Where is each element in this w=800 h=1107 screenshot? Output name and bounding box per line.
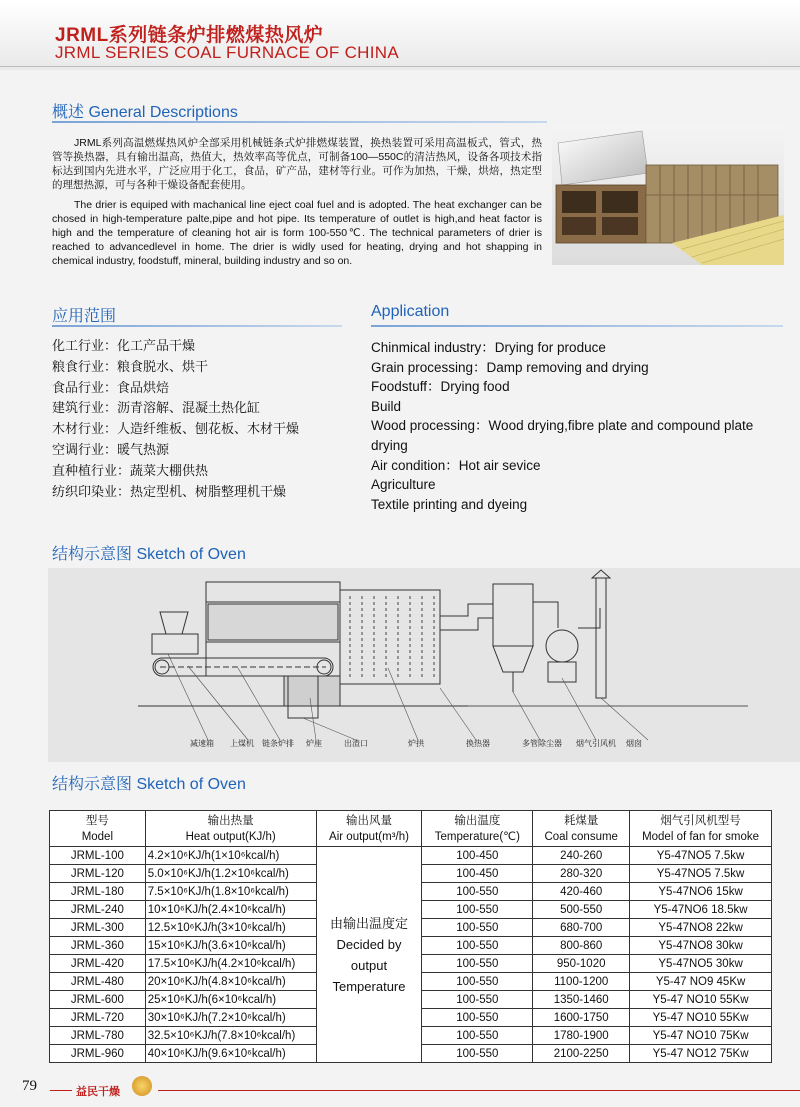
table-header-row	[50, 811, 772, 847]
cell-coal-consume: 1780-1900	[533, 1027, 630, 1045]
cell-heat-output: 32.5×10⁶KJ/h(7.8×10⁶kcal/h)	[145, 1027, 316, 1045]
application-item-cn: 化工行业：化工产品干燥	[52, 338, 196, 353]
air-output-note-line: Temperature	[332, 978, 406, 994]
sketch-label: 链条炉排	[262, 739, 294, 748]
table-body	[50, 847, 772, 1063]
column-header-heat-output: 输出热量 Heat output(KJ/h)	[145, 811, 316, 847]
furnace-photo	[552, 125, 784, 265]
general-rule	[52, 121, 547, 123]
cell-heat-output: 5.0×10⁶KJ/h(1.2×10⁶kcal/h)	[145, 865, 316, 883]
application-item-en: Build	[371, 398, 402, 414]
cell-fan-model: Y5-47NO5 7.5kw	[630, 865, 772, 883]
cell-temperature: 100-450	[422, 847, 533, 865]
column-header-fan-model: 烟气引风机型号 Model of fan for smoke	[630, 811, 772, 847]
air-output-note-line: Decided by	[336, 936, 402, 952]
cell-fan-model: Y5-47NO8 22kw	[630, 919, 772, 937]
cell-coal-consume: 1600-1750	[533, 1009, 630, 1027]
cell-heat-output: 17.5×10⁶KJ/h(4.2×10⁶kcal/h)	[145, 955, 316, 973]
cell-heat-output: 30×10⁶KJ/h(7.2×10⁶kcal/h)	[145, 1009, 316, 1027]
cell-temperature: 100-550	[422, 883, 533, 901]
cell-model: JRML-780	[50, 1027, 146, 1045]
cell-model: JRML-120	[50, 865, 146, 883]
cell-temperature: 100-550	[422, 937, 533, 955]
cell-temperature: 100-550	[422, 919, 533, 937]
sketch-label: 炉拱	[408, 739, 424, 748]
application-item-en: Foodstuff：Drying food	[371, 379, 510, 395]
application-item-cn: 木材行业：人造纤维板、刨花板、木材干燥	[52, 421, 300, 437]
page-title-en: JRML SERIES COAL FURNACE OF CHINA	[55, 43, 399, 62]
sketch-label: 减速箱	[190, 739, 214, 748]
spec-table	[49, 810, 772, 1063]
cell-fan-model: Y5-47NO5 30kw	[630, 955, 772, 973]
cell-air-output-note	[316, 847, 422, 1063]
cell-heat-output: 40×10⁶KJ/h(9.6×10⁶kcal/h)	[145, 1045, 316, 1063]
application-item-cn: 直种植行业：蔬菜大棚供热	[52, 462, 209, 478]
cell-model: JRML-180	[50, 883, 146, 901]
general-text-cn: JRML系列高温燃煤热风炉全部采用机械链条式炉排燃煤装置，换热装置可采用高温板式，管式，热管等换热器，具有输出温高，热值大，热效率高等优点，可制备100—550C的清洁热风，设备各项技术指标达到国内先进水平，广泛应用于化工，食品，矿产品，建材等行业。可作为加热，干燥，烘焙，热定型的理想热源，可与各种干燥设备配套使用。	[52, 137, 542, 191]
column-header-model: 型号 Model	[50, 811, 146, 847]
cell-fan-model: Y5-47NO6 18.5kw	[630, 901, 772, 919]
application-item-cn: 空调行业：暖气热源	[52, 441, 170, 457]
cell-coal-consume: 240-260	[533, 847, 630, 865]
oven-sketch-drawing	[48, 568, 800, 762]
cell-coal-consume: 280-320	[533, 865, 630, 883]
application-rule-cn	[52, 325, 342, 327]
cell-temperature: 100-550	[422, 955, 533, 973]
application-rule-en	[371, 325, 783, 327]
cell-fan-model: Y5-47 NO9 45Kw	[630, 973, 772, 991]
application-item-cn: 建筑行业：沥青溶解、混凝土热化缸	[52, 400, 261, 416]
sketch-label: 换热器	[466, 739, 490, 748]
application-item-en: Grain processing：Damp removing and drying	[371, 359, 649, 375]
sketch-heading: 结构示意图 Sketch of Oven	[52, 546, 246, 563]
header-divider	[0, 66, 800, 67]
sketch-label: 出渣口	[344, 739, 368, 748]
application-item-en: Air condition：Hot air sevice	[371, 457, 541, 473]
sketch-label: 炉座	[306, 739, 322, 748]
cell-model: JRML-300	[50, 919, 146, 937]
application-list-en	[371, 338, 791, 514]
cell-model: JRML-600	[50, 991, 146, 1009]
cell-coal-consume: 680-700	[533, 919, 630, 937]
cell-heat-output: 25×10⁶KJ/h(6×10⁶kcal/h)	[145, 991, 316, 1009]
cell-heat-output: 7.5×10⁶KJ/h(1.8×10⁶kcal/h)	[145, 883, 316, 901]
table-heading: 结构示意图 Sketch of Oven	[52, 776, 246, 793]
cell-fan-model: Y5-47NO6 15kw	[630, 883, 772, 901]
cell-model: JRML-240	[50, 901, 146, 919]
column-header-air-output: 输出风量 Air output(m³/h)	[316, 811, 422, 847]
air-output-note-line: output	[350, 957, 388, 973]
application-heading-cn: 应用范围	[52, 308, 117, 325]
cell-heat-output: 10×10⁶KJ/h(2.4×10⁶kcal/h)	[145, 901, 316, 919]
general-heading: 概述 General Descriptions	[52, 104, 238, 121]
column-header-coal-consume: 耗煤量 Coal consume	[533, 811, 630, 847]
footer-rule-left	[50, 1090, 72, 1091]
cell-heat-output: 15×10⁶KJ/h(3.6×10⁶kcal/h)	[145, 937, 316, 955]
cell-model: JRML-720	[50, 1009, 146, 1027]
cell-coal-consume: 950-1020	[533, 955, 630, 973]
cell-coal-consume: 420-460	[533, 883, 630, 901]
footer-brand: 益民干燥	[76, 1086, 120, 1098]
cell-heat-output: 4.2×10⁶KJ/h(1×10⁶kcal/h)	[145, 847, 316, 865]
application-item-cn: 纺织印染业：热定型机、树脂整理机干燥	[52, 483, 287, 499]
cell-coal-consume: 500-550	[533, 901, 630, 919]
general-text-en: The drier is equiped with machanical line eject coal fuel and is adopted. The heat exchanger can be chosed in high-temperature palte,pipe and hot pipe. Its temperature of outlet is high,and heat factor is high and the temperature of cleaning hot air is form 100-550℃. The technical parameters of drier is reached to advancedlevel in home. The drier is widly used for heating, drying and hot shapping in chemical industry, foodstuff, mineral, building industry and so on.	[52, 199, 542, 267]
cell-fan-model: Y5-47 NO12 75Kw	[630, 1045, 772, 1063]
application-item-en: Chinmical industry：Drying for produce	[371, 340, 606, 355]
brand-logo-icon	[132, 1076, 152, 1096]
sketch-label: 上煤机	[230, 739, 254, 748]
cell-temperature: 100-450	[422, 865, 533, 883]
cell-fan-model: Y5-47 NO10 55Kw	[630, 991, 772, 1009]
application-item-cn: 食品行业：食品烘焙	[52, 379, 170, 395]
cell-temperature: 100-550	[422, 1027, 533, 1045]
cell-coal-consume: 800-860	[533, 937, 630, 955]
oven-sketch-panel	[48, 568, 800, 762]
application-item-en: Wood processing：Wood drying,fibre plate and compound plate drying	[371, 418, 754, 453]
cell-heat-output: 12.5×10⁶KJ/h(3×10⁶kcal/h)	[145, 919, 316, 937]
cell-model: JRML-100	[50, 847, 146, 865]
cell-fan-model: Y5-47NO5 7.5kw	[630, 847, 772, 865]
cell-coal-consume: 2100-2250	[533, 1045, 630, 1063]
cell-coal-consume: 1350-1460	[533, 991, 630, 1009]
column-header-temperature: 输出温度 Temperature(℃)	[422, 811, 533, 847]
application-item-cn: 粮食行业：粮食脱水、烘干	[52, 358, 209, 374]
sketch-label: 多管除尘器	[522, 739, 562, 748]
cell-temperature: 100-550	[422, 901, 533, 919]
cell-model: JRML-960	[50, 1045, 146, 1063]
sketch-label: 烟气引风机	[576, 739, 616, 748]
page-number: 79	[22, 1078, 37, 1094]
cell-heat-output: 20×10⁶KJ/h(4.8×10⁶kcal/h)	[145, 973, 316, 991]
cell-model: JRML-420	[50, 955, 146, 973]
application-item-en: Agriculture	[371, 477, 436, 493]
cell-fan-model: Y5-47NO8 30kw	[630, 937, 772, 955]
cell-model: JRML-480	[50, 973, 146, 991]
page-title-cn: JRML系列链条炉排燃煤热风炉	[55, 25, 324, 46]
cell-temperature: 100-550	[422, 991, 533, 1009]
application-item-en: Textile printing and dyeing	[371, 496, 528, 512]
cell-temperature: 100-550	[422, 1045, 533, 1063]
footer-rule-right	[158, 1090, 800, 1091]
cell-fan-model: Y5-47 NO10 55Kw	[630, 1009, 772, 1027]
air-output-note-line: 由输出温度定	[329, 915, 408, 931]
cell-fan-model: Y5-47 NO10 75Kw	[630, 1027, 772, 1045]
cell-coal-consume: 1100-1200	[533, 973, 630, 991]
cell-temperature: 100-550	[422, 973, 533, 991]
sketch-label: 烟囱	[626, 739, 642, 748]
cell-temperature: 100-550	[422, 1009, 533, 1027]
application-heading-en: Application	[371, 303, 450, 320]
table-row	[50, 847, 772, 865]
application-list-cn	[52, 336, 299, 502]
cell-model: JRML-360	[50, 937, 146, 955]
